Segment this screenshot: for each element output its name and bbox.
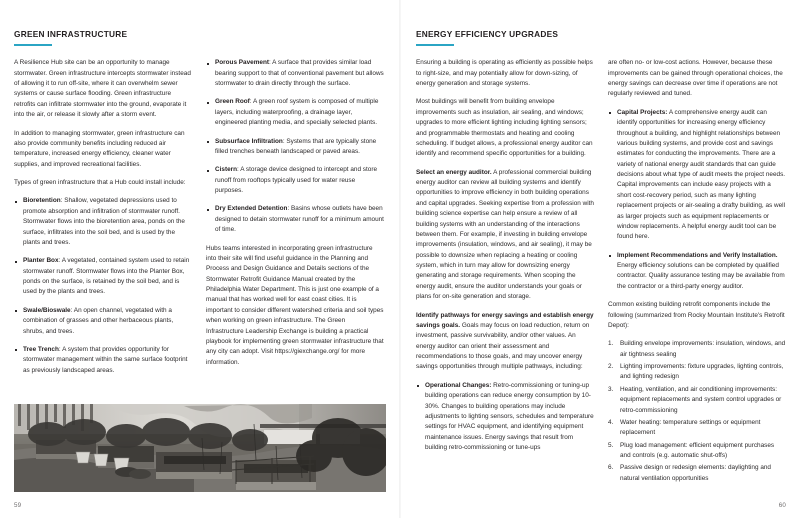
page-number-right: 60 [778,502,786,509]
retrofit-components-list [608,339,786,484]
list-item-text: : An open channel, vegetated with a combination of grasses and other herbaceous plants, shrubs, and trees. [23,306,174,335]
list-item-text: : A system that provides opportunity for stormwater management within the same surface footprint as previously landscaped areas. [23,345,188,374]
list-item-lead: Porous Pavement [215,59,269,67]
paragraph-with-lead [416,168,594,303]
title-accent-rule-left [14,44,52,46]
paragraph: Ensuring a building is operating as efficiently as possible helps to right-size, and may potentially allow for down-sizing, of energy generation and storage systems. [416,59,593,88]
energy-savings-pathways-list-continued [608,108,786,292]
subheading-lead: Identify pathways for energy savings and establish energy savings goals. [416,311,594,329]
list-item-lead: Subsurface Infiltration [215,137,283,145]
list-item [206,97,384,128]
list-item [14,345,192,376]
list-item-lead: Dry Extended Detention [215,205,288,213]
title-accent-rule-right [416,44,454,46]
list-item-lead: Implement Recommendations and Verify Installation. [617,251,778,259]
paragraph-text: Goals may focus on load reduction, return on investment, passive survivability, and/or other values. An energy auditor can orient their assessment and recommendations to those goals, and may uncover energy savings opportunities through multiple pathways, including: [416,321,590,371]
list-item-text: : Systems that are typically stone filled trenches beneath landscaped or paved areas. [215,137,377,155]
list-item-lead: Green Roof [215,98,250,106]
list-item-text: A comprehensive energy audit can identify opportunities for increasing energy efficiency throughout a building, and highlight relationships between various building systems, and provide cost and savings estimates for conducting the improvements. There are a variety of national energy audit standards that can guide decisions about what type of audit meets the project needs. Capital improvements can include easy projects with a short cost-recovery period, such as many lighting replacement projects or air-sealing a drafty building, as well as larger projects such as equipment replacements or window replacements. A helpful energy audit tool can be found here. [617,108,786,241]
list-item-text: : A storage device designed to intercept and store runoff from rooftops typically used for water reuse purposes. [215,166,378,195]
list-item: Passive design or redesign elements: daylighting and natural ventilation opportunities [620,464,771,482]
list-item: Building envelope improvements: insulation, windows, and air tightness sealing [620,340,786,358]
list-item-lead: Planter Box [23,257,59,265]
list-item-text: : A surface that provides similar load bearing support to that of conventional pavement but allows stormwater to drain directly through the surface. [215,59,384,88]
list-item [206,165,384,196]
list-item [14,196,192,248]
list-item-lead: Tree Trench [23,345,59,353]
energy-savings-pathways-list [416,381,594,454]
list-item-text: : A vegetated, contained system used to retain stormwater runoff. Stormwater flows into the Planter Box, ponds on the surface, is retained by the soil bed, and is used by the plants and trees. [23,257,190,296]
page-number-left: 59 [14,502,22,509]
paragraph: Common existing building retrofit components include the following (summarized from Rocky Mountain Institute's Retrofit Depot): [608,301,785,329]
spacer [206,236,384,244]
page-title-left: GREEN INFRASTRUCTURE [14,29,128,39]
garden-photo [14,404,386,492]
right-column-2 [608,58,786,484]
list-item-lead: Capital Projects: [617,108,668,116]
list-item: Heating, ventilation, and air conditioning improvements: equipment replacements and system control upgrades or retro-commissioning [620,385,782,414]
list-item [14,256,192,298]
spacer [608,292,786,300]
list-item [608,108,786,243]
right-columns [416,58,786,484]
list-item [206,58,384,89]
list-item [206,204,384,235]
paragraph: In addition to managing stormwater, green infrastructure can also provide community benefits including reduced air temperature, increased energy efficiency, cleaner water supplies, and improved recreational facilities. [14,129,185,168]
list-item-lead: Operational Changes: [425,381,492,389]
list-item-text: Retro-commissioning or tuning-up building operations can reduce energy consumption by 10-30%. Changes to building operations may include adjustments to lighting sensors, schedules and temperature settings for HVAC equipment, and identifying equipment maintenance issues. Energy savings that result from building retro-commissioning or tune-ups [425,381,594,452]
left-column-2 [206,58,384,368]
green-infrastructure-types-list-2 [206,58,384,235]
list-item-lead: Bioretention [23,197,61,205]
list-item-text: Energy efficiency solutions can be completed by qualified contractor. Quality assurance testing may be available from the contractor or a third-party energy auditor. [617,262,785,290]
page-right [400,0,800,518]
list-item-text: : Shallow, vegetated depressions used to promote absorption and infiltration of stormwater runoff. Stormwater flows into the bioretention area, ponds on the surface, infiltrates into the soil bed, and is used by the plants and trees. [23,197,185,246]
paragraph-text: A professional commercial building energy auditor can review all building systems and identify opportunities to improve efficiency in both building operations and capital upgrades. Seeking expertise from a profession with building science expertise can help ensure a review of all building systems with an understanding of the interactions between them. For example, if investing in building envelope improvements (insulation, windows, and air sealing), it may be possible to downsize when replacing a heating or cooling system, which in turn may allow for downsizing energy generating and storage requirements. When scoping the energy audit, ensure the auditor understands your goals or plans for on-site generation and storage. [416,168,594,301]
list-item [416,381,594,454]
list-item-lead: Cistern [215,166,238,174]
list-item: Water heating: temperature settings or equipment replacement [620,418,761,437]
left-columns [14,58,384,376]
list-item: Lighting improvements: fixture upgrades, lighting controls, and lighting redesign [620,363,784,381]
garden-photo-graphic [14,404,386,492]
list-item-lead: Swale/Bioswale [23,306,71,314]
paragraph: Most buildings will benefit from building envelope improvements such as insulation, air sealing, and windows; upgrades to more efficient lighting including lighting sensors; and programmable thermostats and heating and cooling scheduling. If budget allows, a professional energy auditor can identify and recommend specific opportunities for a building. [416,98,593,158]
paragraph: Types of green infrastructure that a Hub could install include: [14,179,186,187]
paragraph: are often no- or low-cost actions. However, because these improvements can be gained through operational choices, the energy savings can decrease over time if operations are not regularly reviewed and tuned. [608,59,783,98]
right-column-1 [416,58,594,453]
list-item [608,251,786,293]
list-item: Plug load management: efficient equipment purchases and controls (e.g. automatic shut-offs) [620,441,775,460]
left-column-1 [14,58,192,376]
list-item-text: : A green roof system is composed of multiple layers, including waterproofing, a drainage layer, engineered planting media, and specially selected plants. [215,98,379,127]
paragraph: A Resilience Hub site can be an opportunity to manage stormwater. Green infrastructure intercepts stormwater instead of allowing it to run off-site, where it can overwhelm sewer systems or cause surface flooding. Green infrastructure retrofits can infiltrate stormwater into the ground, evaporate it into the air, or release it slowly after a storm event. [14,59,191,119]
list-item-text: : Basins whose outlets have been designed to detain stormwater runoff for a minimum amount of time. [215,205,384,234]
paragraph-with-lead [416,311,594,373]
list-item [206,137,384,158]
paragraph: Hubs teams interested in incorporating green infrastructure into their site will find useful guidance in the Planning and Process and Design Guidance and Details sections of the Stormwater Retrofit Guidance Manual created by the Philadelphia Water Department. This is just one example of a manual that has worked well for east coast cities. It is important to consider different watershed criteria and soil types when working on green infrastructure. The Green Infrastructure Leadership Exchange is building a practical playbook for implementing green stormwater infrastructure that any city can adopt. Visit https://giexchange.org/ for more information. [206,244,384,366]
page-title-right: ENERGY EFFICIENCY UPGRADES [416,29,559,39]
list-item [14,306,192,337]
subheading-lead: Select an energy auditor. [416,168,492,176]
green-infrastructure-types-list-1 [14,196,192,376]
